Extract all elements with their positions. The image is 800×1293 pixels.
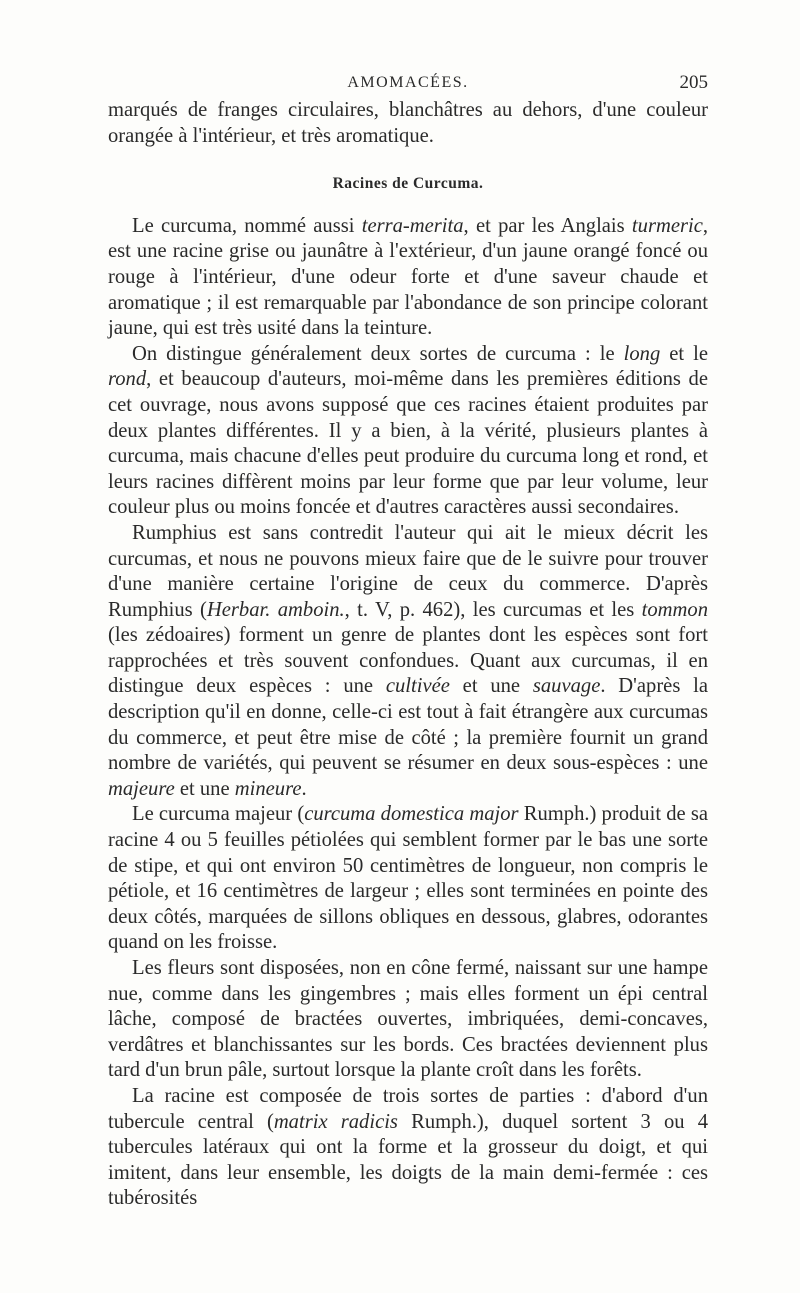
page — [108, 70, 708, 1212]
paragraph-continued: marqués de franges circulaires, blanchâtres au dehors, d'une couleur orangée à l'intérieur, et très aromatique. — [108, 99, 708, 147]
page-header — [108, 70, 708, 98]
section-title: Racines de Curcuma. — [332, 175, 484, 193]
running-head: AMOMACÉES. — [347, 74, 469, 91]
paragraph-4: Le curcuma majeur (curcuma domestica major Rumph.) produit de sa racine 4 ou 5 feuilles pétiolées qui semblent former par le bas une sorte de stipe, et qui ont environ 50 centimètres de longueur, non compris le pétiole, et 16 centimètres de largeur ; elles sont terminées en pointe des deux côtés, marquées de sillons obliques en dessous, glabres, odorantes quand on les froisse. — [108, 803, 708, 954]
paragraph-6: La racine est composée de trois sortes de parties : d'abord d'un tubercule central (matrix radicis Rumph.), duquel sortent 3 ou 4 tubercules latéraux qui ont la forme et la grosseur du doigt, et qui imitent, dans leur ensemble, les doigts de la main demi-fermée : ces tubérosités — [108, 1084, 708, 1210]
paragraph-1: Le curcuma, nommé aussi terra-merita, et par les Anglais turmeric, est une racine grise ou jaunâtre à l'extérieur, d'un jaune orangé foncé ou rouge à l'intérieur, d'une odeur forte et d'une saveur chaude et aromatique ; il est remarquable par l'abondance de son principe colorant jaune, qui est très usité dans la teinture. — [108, 214, 708, 340]
paragraph-3: Rumphius est sans contredit l'auteur qui ait le mieux décrit les curcumas, et nous ne pouvons mieux faire que de le suivre pour trouver d'une manière certaine l'origine de ceux du commerce. D'après Rumphius (Herbar. amboin., t. V, p. 462), les curcumas et les tommon (les zédoaires) forment un genre de plantes dont les espèces sont fort rapprochées et très souvent confondues. Quant aux curcumas, il en distingue deux espèces : une cultivée et une sauvage. D'après la description qu'il en donne, celle-ci est tout à fait étrangère aux curcumas du commerce, et peut être mise de côté ; la première fournit un grand nombre de variétés, qui peuvent se résumer en deux sous-espèces : une majeure et une mineure. — [108, 521, 708, 800]
paragraph-5: Les fleurs sont disposées, non en cône fermé, naissant sur une hampe nue, comme dans les gingembres ; mais elles forment un épi central lâche, composé de bractées ouvertes, imbriquées, demi-concaves, verdâtres et blanchissantes sur les bords. Ces bractées deviennent plus tard d'un brun pâle, surtout lorsque la plante croît dans les forêts. — [108, 957, 708, 1082]
paragraph-2: On distingue généralement deux sortes de curcuma : le long et le rond, et beaucoup d'auteurs, moi-même dans les premières éditions de cet ouvrage, nous avons supposé que ces racines étaient produites par deux plantes différentes. Il y a bien, à la vérité, plusieurs plantes à curcuma, mais chacune d'elles peut produire du curcuma long et rond, et leurs racines diffèrent moins par leur forme que par leur volume, leur couleur plus ou moins foncée et d'autres caractères aussi secondaires. — [108, 342, 708, 519]
page-number: 205 — [679, 72, 708, 93]
